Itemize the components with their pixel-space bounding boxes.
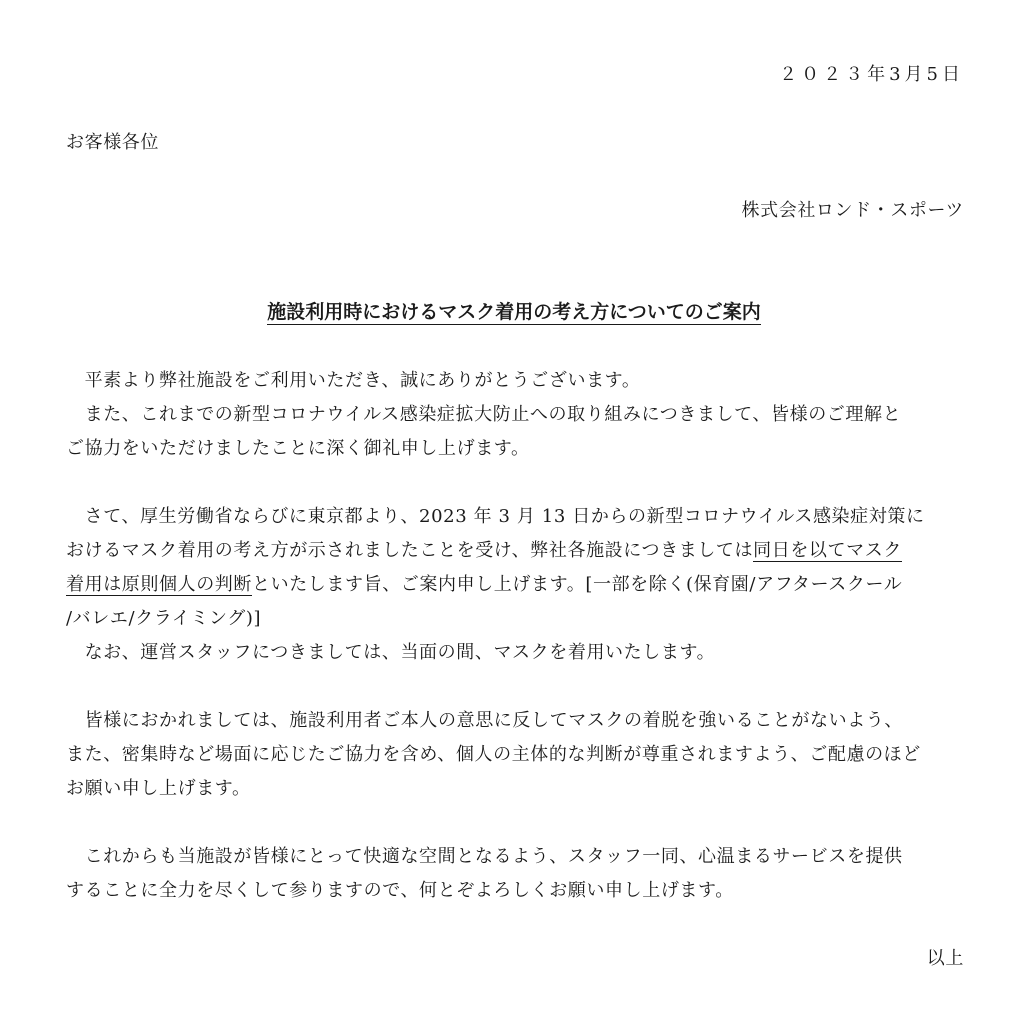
- paragraph-4-line-1: これからも当施設が皆様にとって快適な空間となるよう、スタッフ一同、心温まるサービスを提供: [84, 846, 903, 867]
- paragraph-2-line-3: 着用は原則個人の判断といたします旨、ご案内申し上げます。[一部を除く(保育園/アフタースクール: [66, 574, 903, 595]
- document-title-text: 施設利用時におけるマスク着用の考え方についてのご案内: [267, 301, 761, 323]
- document-title: [0, 298, 1028, 326]
- paragraph-2-line-1: さて、厚生労働省ならびに東京都より、2023 年 3 月 13 日からの新型コロナウイルス感染症対策に: [84, 506, 925, 527]
- underlined-notice-part-2: 着用は原則個人の判断: [66, 574, 252, 595]
- underlined-notice-part-1: 同日を以てマスク: [753, 540, 902, 561]
- paragraph-2-line-5: なお、運営スタッフにつきましては、当面の間、マスクを着用いたします。: [84, 642, 716, 663]
- paragraph-1-line-2: また、これまでの新型コロナウイルス感染症拡大防止への取り組みにつきまして、皆様のご理解と: [84, 404, 902, 425]
- paragraph-1-line-3: ご協力をいただけましたことに深く御礼申し上げます。: [66, 438, 530, 459]
- sender-company: 株式会社ロンド・スポーツ: [741, 200, 964, 221]
- paragraph-3-line-1: 皆様におかれましては、施設利用者ご本人の意思に反してマスクの着脱を強いることがないよう、: [84, 710, 904, 731]
- paragraph-4-line-2: することに全力を尽くして参りますので、何とぞよろしくお願い申し上げます。: [66, 880, 734, 901]
- paragraph-3-line-3: お願い申し上げます。: [66, 778, 251, 799]
- closing-remark: 以上: [926, 948, 964, 969]
- paragraph-1-line-1: 平素より弊社施設をご利用いただき、誠にありがとうございます。: [84, 370, 641, 391]
- document-date: ２０２３年3月5日: [779, 64, 964, 85]
- paragraph-3-line-2: また、密集時など場面に応じたご協力を含め、個人の主体的な判断が尊重されますよう、ご配慮のほど: [66, 744, 921, 765]
- paragraph-2-line-2: おけるマスク着用の考え方が示されましたことを受け、弊社各施設につきましては同日を以てマスク: [66, 540, 902, 561]
- recipient-line: お客様各位: [66, 132, 159, 153]
- paragraph-2-line-4: /バレエ/クライミング)]: [66, 608, 262, 629]
